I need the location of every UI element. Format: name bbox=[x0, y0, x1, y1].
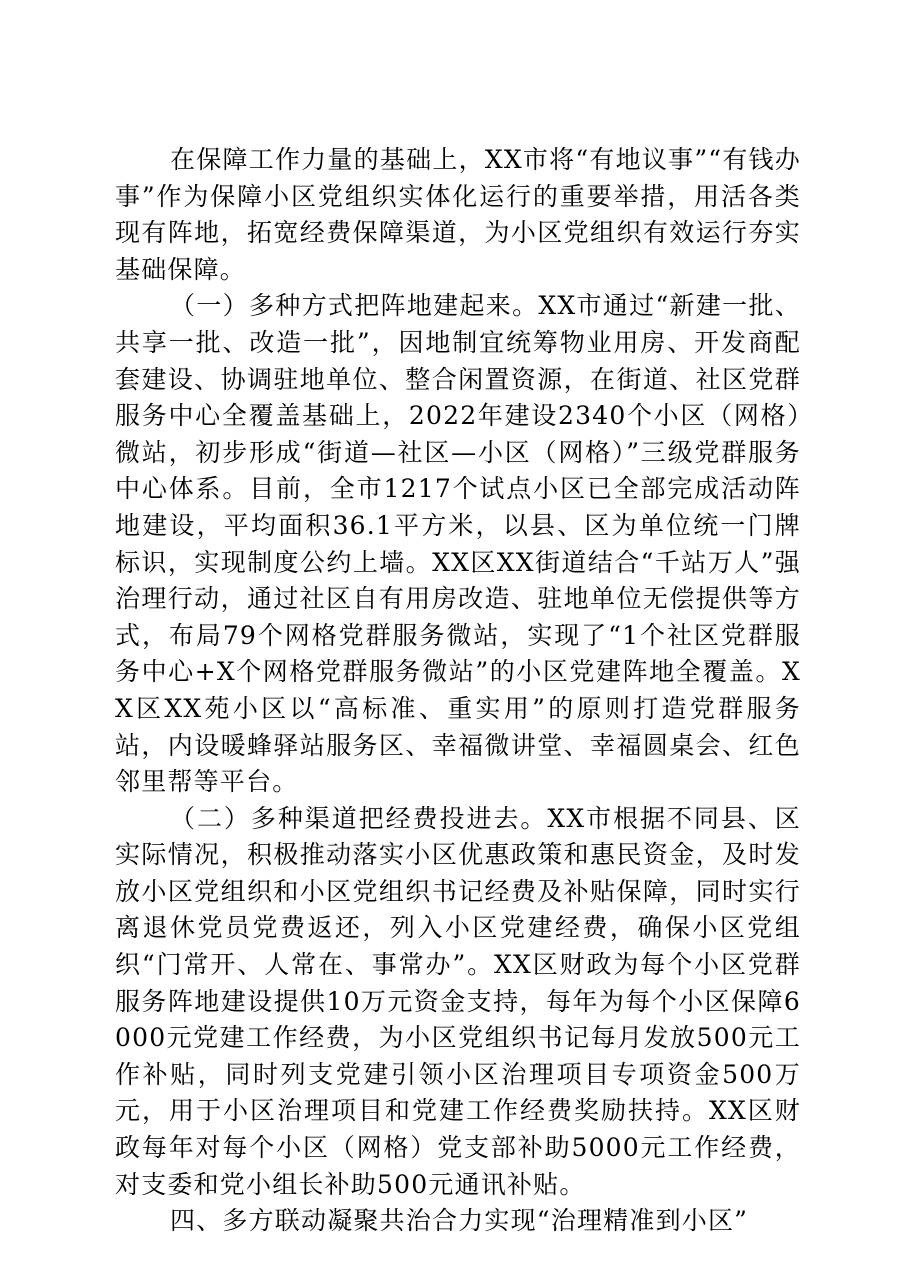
paragraph-intro: 在保障工作力量的基础上，XX市将“有地议事”“有钱办事”作为保障小区党组织实体化运行的重要举措，用活各类现有阵地，拓宽经费保障渠道，为小区党组织有效运行夯实基础保障。 bbox=[115, 145, 801, 284]
document-body bbox=[115, 142, 801, 1240]
paragraph-section-1: （一）多种方式把阵地建起来。XX市通过“新建一批、共享一批、改造一批”，因地制宜统筹物业用房、开发商配套建设、协调驻地单位、整合闲置资源，在街道、社区党群服务中心全覆盖基础上，2022年建设2340个小区（网格）微站，初步形成“街道—社区—小区（网格）”三级党群服务中心体系。目前，全市1217个试点小区已全部完成活动阵地建设，平均面积36.1平方米，以县、区为单位统一门牌标识，实现制度公约上墙。XX区XX街道结合“千站万人”强治理行动，通过社区自有用房改造、驻地单位无偿提供等方式，布局79个网格党群服务微站，实现了“1个社区党群服务中心+X个网格党群服务微站”的小区党建阵地全覆盖。XX区XX苑小区以“高标准、重实用”的原则打造党群服务站，内设暖蜂驿站服务区、幸福微讲堂、幸福圆桌会、红色邻里帮等平台。 bbox=[115, 291, 801, 797]
heading-section-4: 四、多方联动凝聚共治合力实现“治理精准到小区” bbox=[170, 1206, 749, 1236]
paragraph-section-2: （二）多种渠道把经费投进去。XX市根据不同县、区实际情况，积极推动落实小区优惠政策和惠民资金，及时发放小区党组织和小区党组织书记经费及补贴保障，同时实行离退休党员党费返还，列入小区党建经费，确保小区党组织“门常开、人常在、事常办”。XX区财政为每个小区党群服务阵地建设提供10万元资金支持，每年为每个小区保障6000元党建工作经费，为小区党组织书记每月发放500元工作补贴，同时列支党建引领小区治理项目专项资金500万元，用于小区治理项目和党建工作经费奖励扶持。XX区财政每年对每个小区（网格）党支部补助5000元工作经费，对支委和党小组长补助500元通讯补贴。 bbox=[115, 803, 801, 1199]
